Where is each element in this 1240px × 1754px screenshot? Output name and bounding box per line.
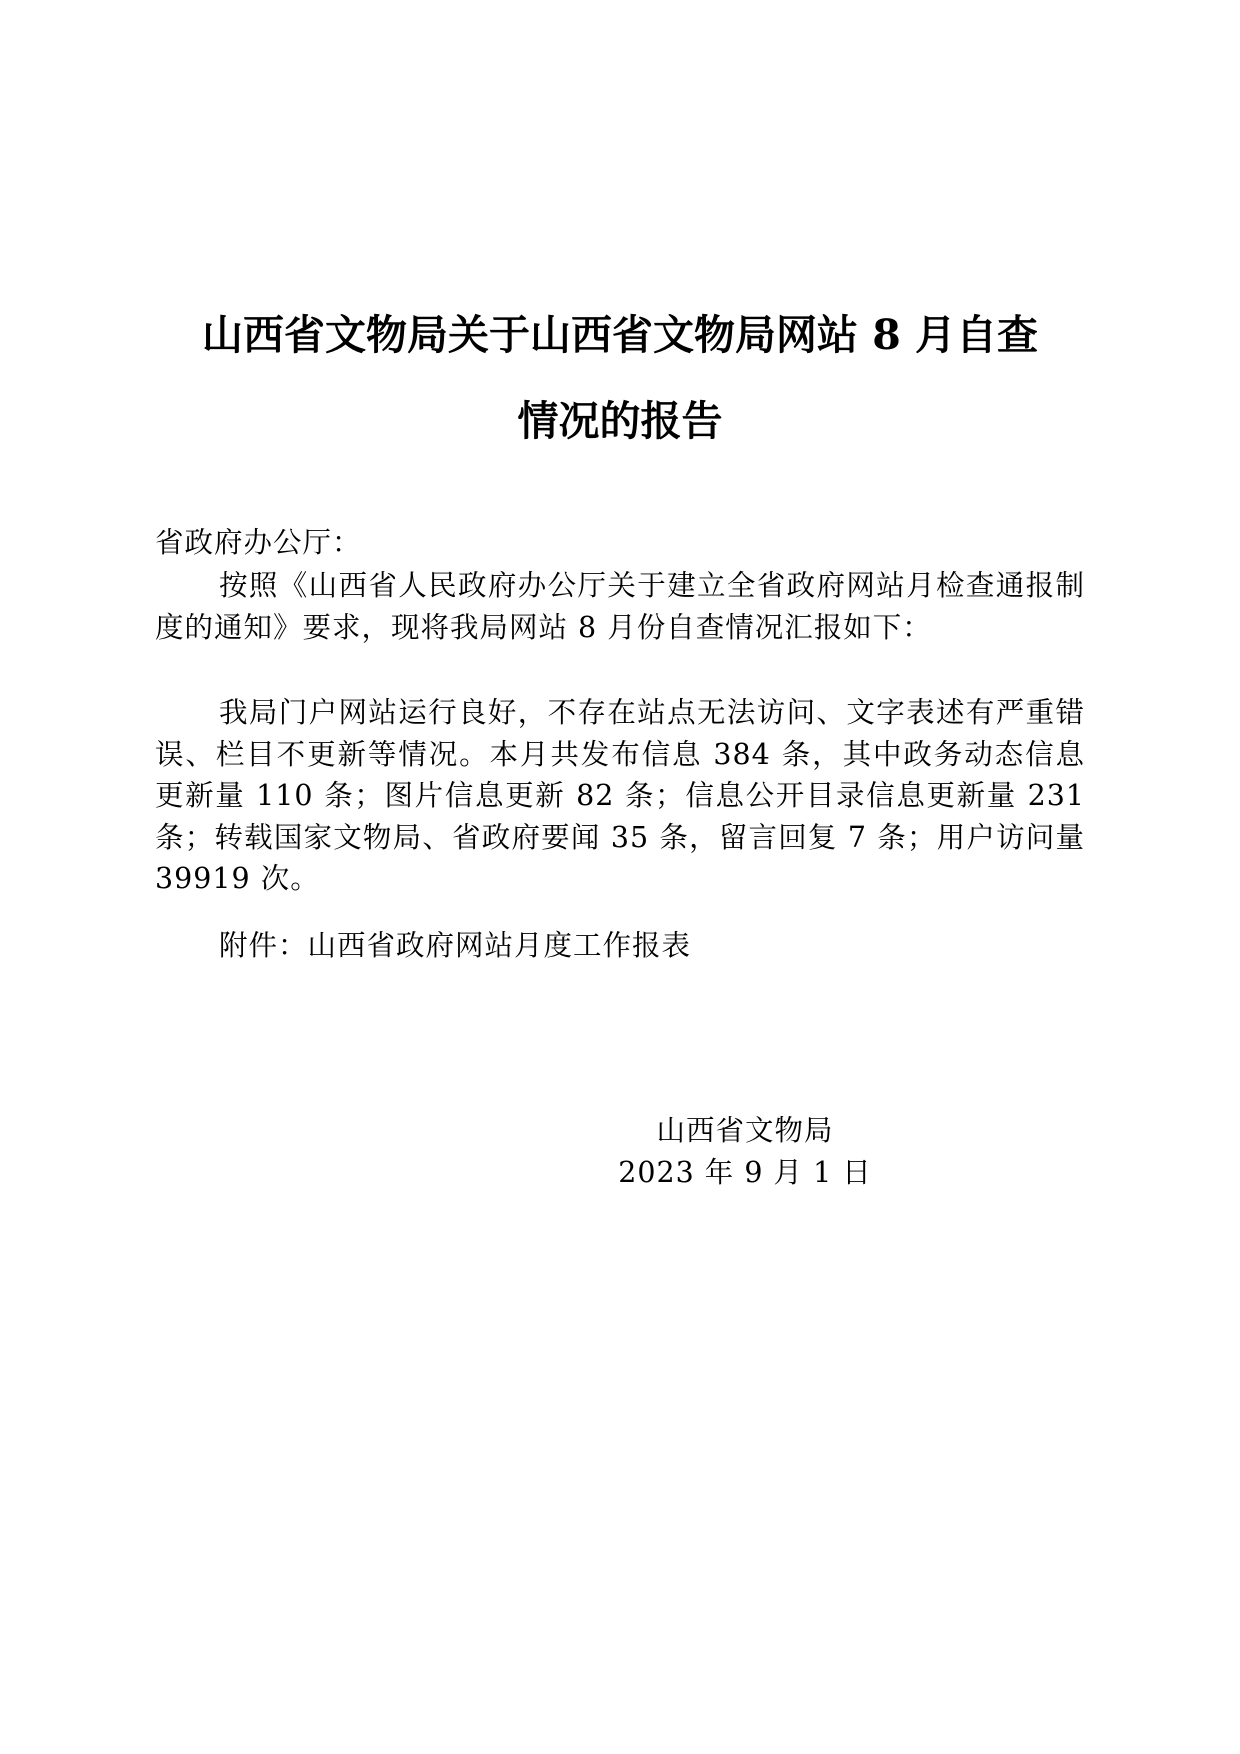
document-title-line-2: 情况的报告 xyxy=(517,397,723,445)
paragraph-status: 我局门户网站运行良好，不存在站点无法访问、文字表述有严重错误、栏目不更新等情况。本月共发布信息 384 条，其中政务动态信息更新量 110 条；图片信息更新 82 条；信息公开目录信息更新量 231 条；转载国家文物局、省政府要闻 35 条，留言回复 7 条；用户访问量 39919 次。 xyxy=(155,696,1085,895)
salutation: 省政府办公厅： xyxy=(155,526,362,559)
signature-organization: 山西省文物局 xyxy=(656,1114,834,1147)
paragraph-intro: 按照《山西省人民政府办公厅关于建立全省政府网站月检查通报制度的通知》要求，现将我局网站 8 月份自查情况汇报如下： xyxy=(155,569,1085,644)
signature-date: 2023 年 9 月 1 日 xyxy=(618,1156,872,1189)
document-title-line-1: 山西省文物局关于山西省文物局网站 8 月自查 xyxy=(201,311,1039,359)
attachment-note: 附件：山西省政府网站月度工作报表 xyxy=(219,929,692,962)
